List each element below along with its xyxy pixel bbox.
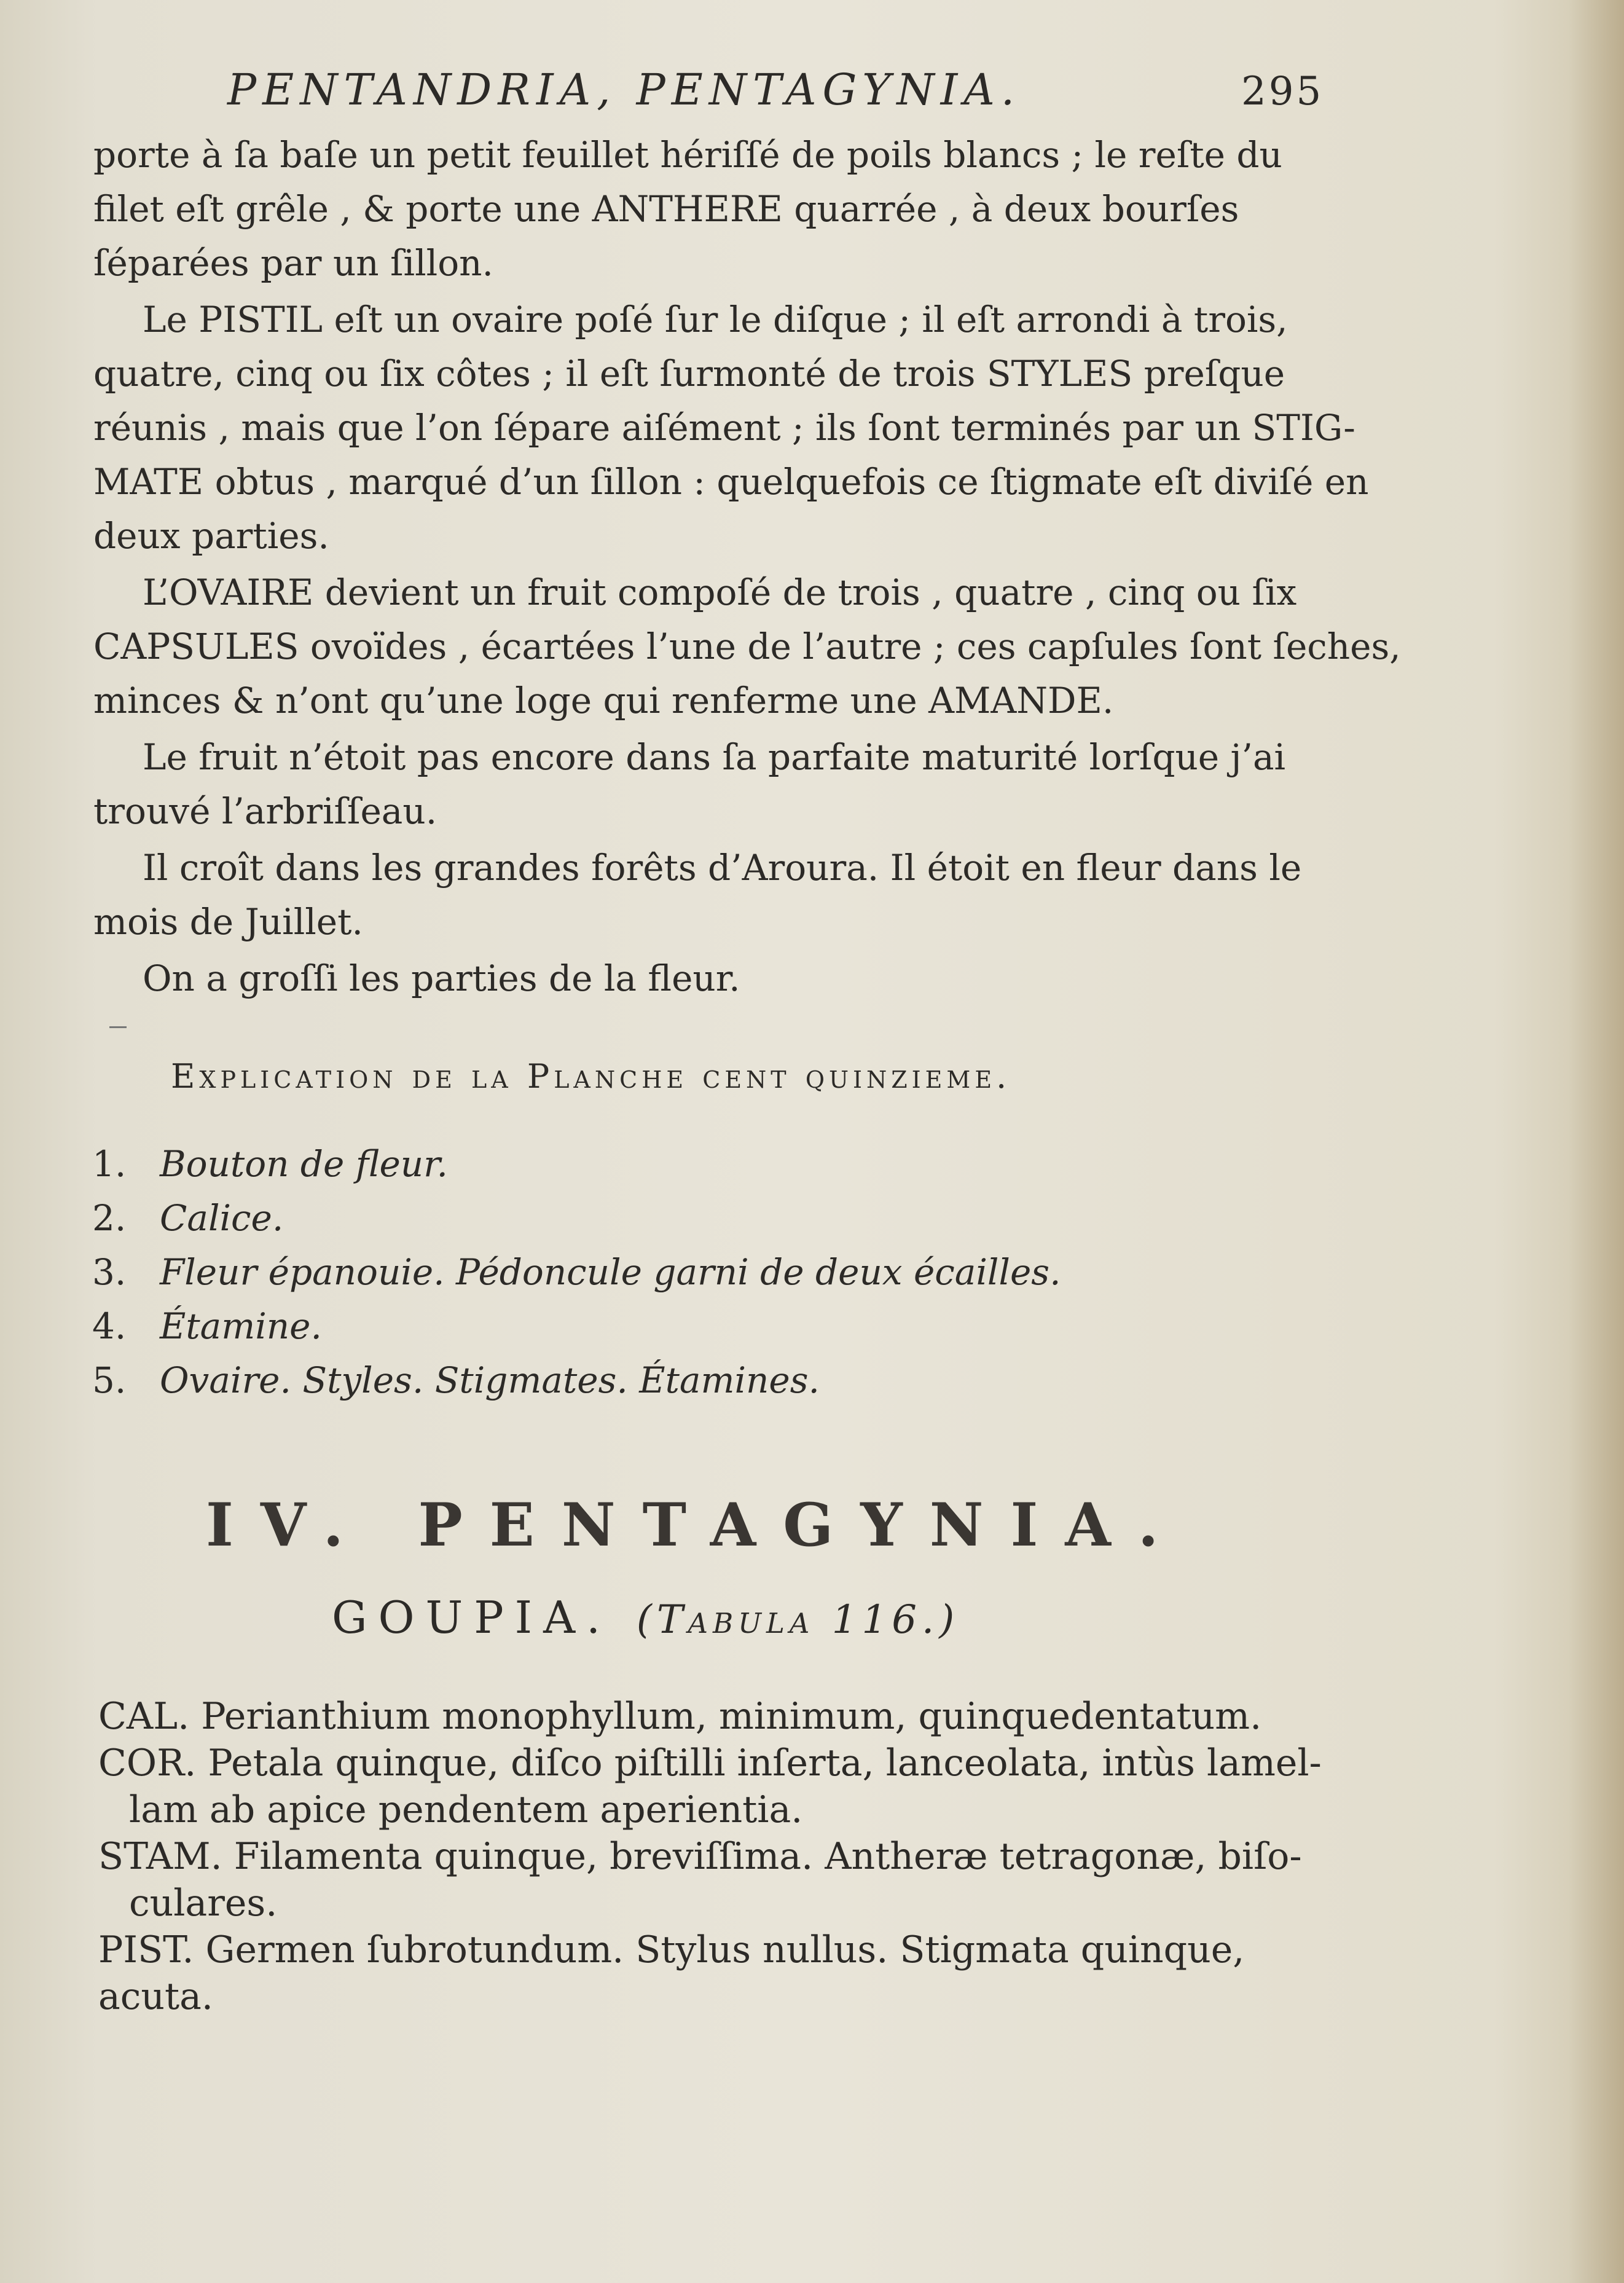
figure-number: 5.	[92, 1359, 127, 1401]
text-line: MATE obtus , marqué d’un ſillon : quelquefois ce ſtigmate eſt diviſé en	[93, 461, 1369, 503]
genus-heading	[332, 1592, 959, 1643]
text-line: filet eſt grêle , & porte une ANTHERE quarrée , à deux bourſes	[93, 188, 1239, 230]
description-cor: COR. Petala quinque, diſco piſtilli inſerta, lanceolata, intùs lamel-	[98, 1742, 1322, 1785]
description-pist: PIST. Germen ſubrotundum. Stylus nullus. Stigmata quinque, acuta.	[98, 1928, 1245, 2018]
text-line: porte à ſa baſe un petit feuillet hériſſé de poils blancs ; le reſte du	[93, 134, 1282, 176]
figure-caption: Fleur épanouie. Pédoncule garni de deux écailles.	[160, 1251, 1061, 1293]
figure-caption: Ovaire. Styles. Stigmates. Étamines.	[160, 1359, 820, 1401]
figure-caption: Bouton de fleur.	[160, 1143, 448, 1185]
text-line: CAPSULES ovoïdes , écartées l’une de l’autre ; ces capſules ſont ſeches,	[93, 626, 1401, 667]
list-item	[92, 1305, 322, 1347]
text-line: L’OVAIRE devient un fruit compoſé de trois , quatre , cinq ou ſix	[143, 572, 1297, 613]
text-line: trouvé l’arbriſſeau.	[93, 790, 437, 832]
figure-number: 3.	[92, 1251, 127, 1293]
description-block	[98, 1693, 1340, 1740]
section-heading: IV. PENTAGYNIA.	[206, 1490, 1186, 1560]
figure-number: 4.	[92, 1305, 127, 1347]
figure-caption: Étamine.	[160, 1305, 322, 1347]
text-line: Il croît dans les grandes forêts d’Aroura. Il étoit en fleur dans le	[143, 847, 1302, 889]
description-stam: STAM. Filamenta quinque, breviſſima. Antheræ tetragonæ, biſo-	[98, 1835, 1302, 1878]
text-line: Le fruit n’étoit pas encore dans ſa parfaite maturité lorſque j’ai	[143, 736, 1286, 778]
description-block	[98, 1927, 1340, 2020]
figure-number: 1.	[92, 1143, 127, 1185]
description-stam-cont: culares.	[129, 1882, 278, 1925]
list-item	[92, 1359, 820, 1401]
text-line: Le PISTIL eſt un ovaire poſé ſur le diſque ; il eſt arrondi à trois,	[143, 299, 1288, 340]
text-line: réunis , mais que l’on ſépare aiſément ; ils ſont terminés par un STIG-	[93, 407, 1355, 449]
genus-tabula: (Tabula 116.)	[636, 1597, 960, 1643]
text-line: deux parties.	[93, 515, 329, 557]
plate-explanation-title: Explication de la Planche cent quinzieme.	[171, 1057, 1011, 1096]
description-cor-cont: lam ab apice pendentem aperientia.	[129, 1788, 803, 1831]
description-block	[98, 1833, 1340, 1927]
list-item	[92, 1143, 448, 1185]
list-item	[92, 1197, 283, 1239]
figure-number: 2.	[92, 1197, 127, 1239]
ornament-dash	[109, 1026, 127, 1028]
figure-caption: Calice.	[160, 1197, 284, 1239]
list-item	[92, 1251, 1061, 1293]
page-edge-shadow	[1569, 0, 1624, 2283]
description-cal: CAL. Perianthium monophyllum, minimum, quinquedentatum.	[98, 1695, 1262, 1738]
description-block	[98, 1740, 1340, 1833]
page-number: 295	[1241, 69, 1324, 114]
text-line: minces & n’ont qu’une loge qui renferme une AMANDE.	[93, 680, 1114, 721]
text-line: mois de Juillet.	[93, 901, 363, 943]
genus-name: GOUPIA.	[332, 1592, 611, 1643]
running-head: PENTANDRIA, PENTAGYNIA.	[227, 65, 1021, 115]
text-line: quatre, cinq ou ſix côtes ; il eſt ſurmonté de trois STYLES preſque	[93, 353, 1285, 395]
text-line: ſéparées par un ſillon.	[93, 242, 493, 284]
text-line: On a groſſi les parties de la fleur.	[143, 957, 740, 999]
